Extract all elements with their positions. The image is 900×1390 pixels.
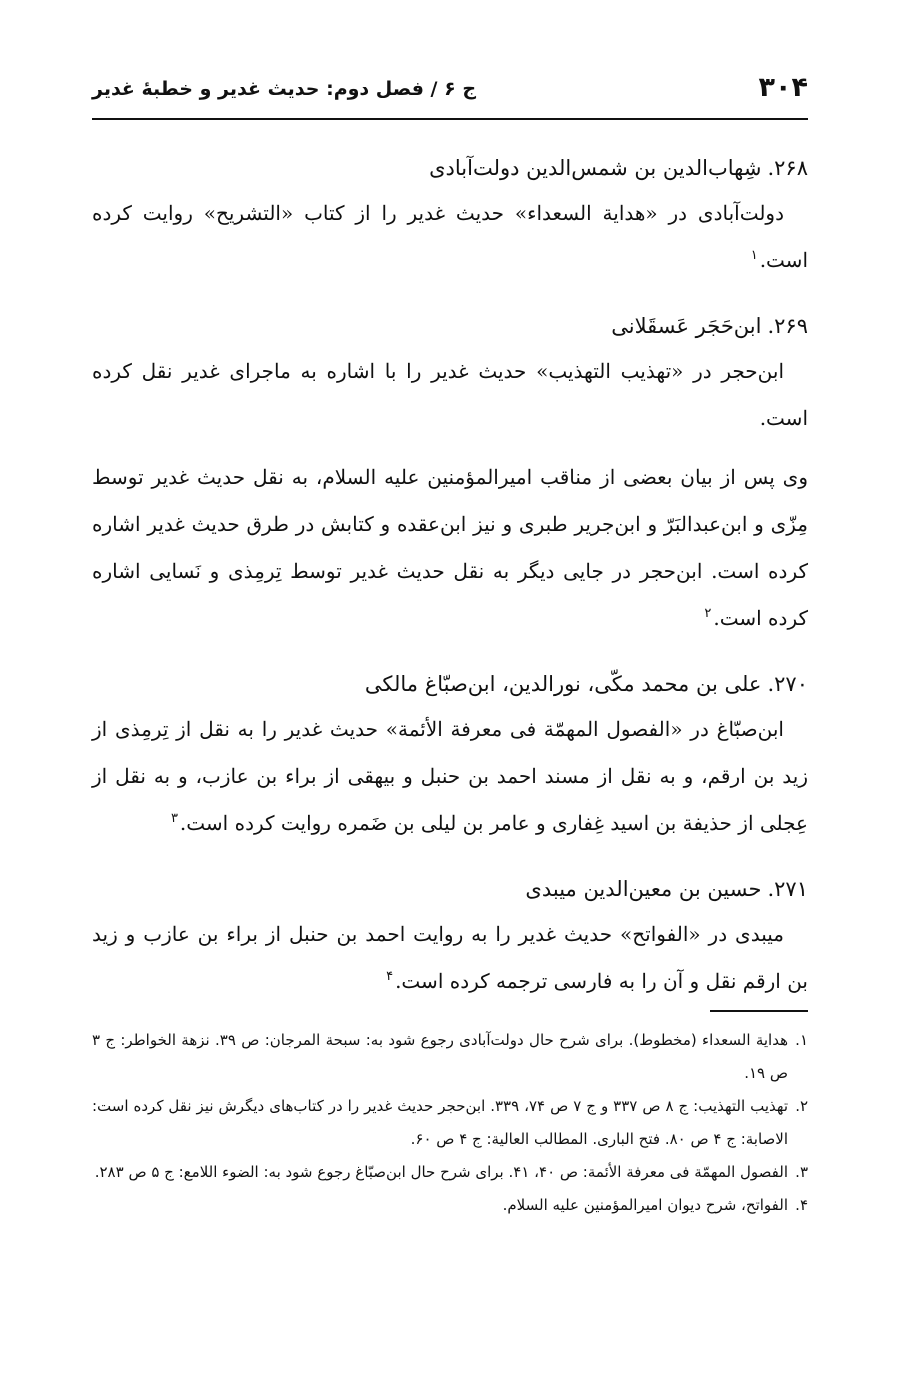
entry-paragraph: [92, 190, 808, 284]
footnotes: [92, 1024, 808, 1222]
entry-270: [92, 662, 808, 847]
entry-name: علی بن محمد مکّی، نورالدین، ابن‌صبّاغ مالکی: [364, 672, 762, 696]
entry-number: ۲۶۹.: [767, 314, 808, 338]
footnote-text: الفواتح، شرح دیوان امیرالمؤمنین علیه السلام.: [502, 1196, 788, 1214]
entry-number: ۲۷۱.: [767, 877, 808, 901]
entry-body: [92, 706, 808, 847]
footnote-number: ۲.: [795, 1097, 809, 1115]
footnote-4: [92, 1189, 808, 1222]
entry-269: [92, 304, 808, 642]
footnote-2: [92, 1090, 808, 1156]
entry-body: [92, 190, 808, 284]
entry-name: شِهاب‌الدین بن شمس‌الدین دولت‌آبادی: [429, 156, 762, 180]
footnote-3: [92, 1156, 808, 1189]
entry-paragraph: [92, 911, 808, 1005]
footnote-reference[interactable]: ۳: [170, 811, 178, 827]
entry-body: [92, 911, 808, 1005]
entry-paragraph: [92, 454, 808, 642]
entry-heading: [92, 304, 808, 348]
footnote-1: [92, 1024, 808, 1090]
footnote-reference[interactable]: ۲: [704, 606, 712, 622]
entry-number: ۲۷۰.: [767, 672, 808, 696]
entry-number: ۲۶۸.: [767, 156, 808, 180]
footnote-number: ۱.: [795, 1031, 808, 1049]
footnote-reference[interactable]: ۱: [750, 248, 758, 264]
entry-name: حسین بن معین‌الدین میبدی: [525, 877, 762, 901]
entry-paragraph: [92, 706, 808, 847]
paragraph-text: میبدی در «الفواتح» حدیث غدیر را به روایت احمد بن حنبل از براء بن عازب و زید بن ارقم نقل و آن را به فارسی ترجمه کرده است.: [92, 922, 808, 993]
paragraph-text: وی پس از بیان بعضی از مناقب امیرالمؤمنین علیه السلام، به نقل حدیث غدیر توسط مِزّی و ابن‌عبدالبَرّ و ابن‌جریر طبری و نیز ابن‌عقده و کتابش در طرق حدیث غدیر اشاره کرده است. ابن‌حجر در جایی دیگر به نقل حدیث غدیر توسط تِرمِذی و نَسایی اشاره کرده است.: [92, 465, 808, 630]
page-number: ۳۰۴: [758, 72, 808, 103]
footnote-separator: [710, 1010, 808, 1012]
entry-heading: [92, 867, 808, 911]
footnote-text: هدایة السعداء (مخطوط). برای شرح حال دولت‌آبادی رجوع شود به: سبحة المرجان: ص ۳۹. نزهة الخواطر: ج ۳ ص ۱۹.: [92, 1031, 788, 1082]
entry-paragraph: [92, 348, 808, 442]
entry-name: ابن‌حَجَر عَسقَلانی: [611, 314, 762, 338]
entry-271: [92, 867, 808, 1005]
footnote-reference[interactable]: ۴: [386, 969, 394, 985]
footnote-number: ۳.: [795, 1163, 808, 1181]
footnote-number: ۴.: [795, 1196, 808, 1214]
entries: [92, 146, 808, 1005]
entry-268: [92, 146, 808, 284]
entry-body: [92, 348, 808, 642]
paragraph-text: دولت‌آبادی در «هدایة السعداء» حدیث غدیر را از کتاب «التشریح» روایت کرده است.: [92, 201, 808, 272]
footnote-text: الفصول المهمّة فی معرفة الأئمة: ص ۴۰، ۴۱. برای شرح حال ابن‌صبّاغ رجوع شود به: الضوء اللامع: ج ۵ ص ۲۸۳.: [94, 1163, 788, 1181]
chapter-title: ج ۶ / فصل دوم: حدیث غدیر و خطبهٔ غدیر: [92, 78, 477, 100]
paragraph-text: ابن‌صبّاغ در «الفصول المهمّة فی معرفة الأئمة» حدیث غدیر را به نقل از تِرمِذی از زید بن ارقم، و به نقل از مسند احمد بن حنبل و بیهقی از براء بن عازب، و به نقل از عِجلی از حذیفة بن اسید غِفاری و عامر بن لیلی بن ضَمره روایت کرده است.: [92, 717, 808, 835]
paragraph-text: ابن‌حجر در «تهذیب التهذیب» حدیث غدیر را با اشاره به ماجرای غدیر نقل کرده است.: [92, 359, 808, 430]
entry-heading: [92, 146, 808, 190]
running-header: [92, 60, 808, 120]
book-page: [92, 60, 808, 1360]
footnote-text: تهذیب التهذیب: ج ۸ ص ۳۳۷ و ج ۷ ص ۷۴، ۳۳۹. ابن‌حجر حدیث غدیر را در کتاب‌های دیگرش نیز نقل کرده است: الاصابة: ج ۴ ص ۸۰. فتح الباری. المطالب العالیة: ج ۴ ص ۶۰.: [92, 1097, 789, 1148]
entry-heading: [92, 662, 808, 706]
